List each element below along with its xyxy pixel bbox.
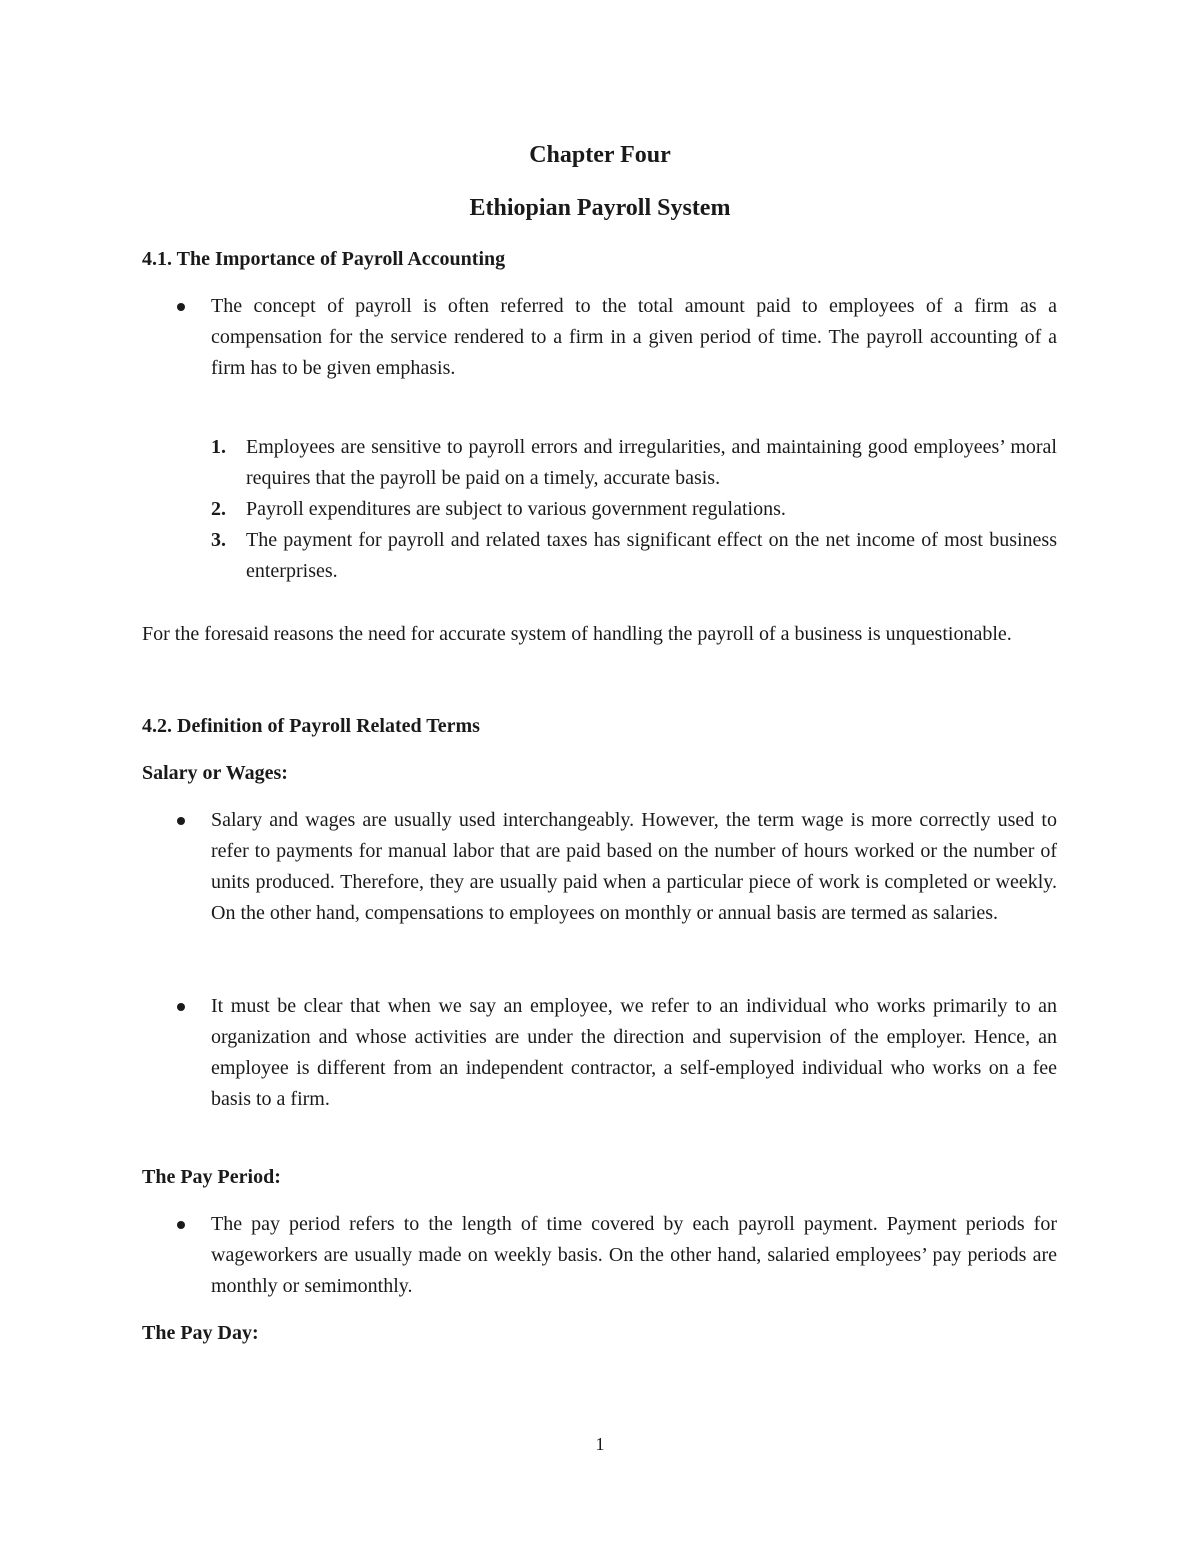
chapter-title: Chapter Four: [529, 142, 671, 168]
list-item: Employees are sensitive to payroll errors and irregularities, and maintaining good employees’ moral requires that the payroll be paid on a timely, accurate basis.: [246, 436, 1057, 489]
bullet-icon: [177, 1221, 185, 1229]
list-number: 3.: [211, 529, 226, 551]
list-item: Payroll expenditures are subject to various government regulations.: [246, 498, 786, 520]
pay-period-heading: The Pay Period:: [142, 1166, 281, 1188]
page-number: 1: [595, 1434, 605, 1454]
list-item: The payment for payroll and related taxes has significant effect on the net income of most business enterprises.: [246, 529, 1057, 582]
document-subtitle: Ethiopian Payroll System: [469, 195, 731, 221]
section-4-1-bullet: The concept of payroll is often referred to the total amount paid to employees of a firm as a compensation for the service rendered to a firm in a given period of time. The payroll accounting of a firm has to be given emphasis.: [211, 295, 1057, 379]
salary-bullet: Salary and wages are usually used interchangeably. However, the term wage is more correctly used to refer to payments for manual labor that are paid based on the number of hours worked or the number of units produced. Therefore, they are usually paid when a particular piece of work is completed or weekly. On the other hand, compensations to employees on monthly or annual basis are termed as salaries.: [211, 809, 1057, 924]
salary-bullet: It must be clear that when we say an employee, we refer to an individual who works primarily to an organization and whose activities are under the direction and supervision of the employer. Hence, an employee is different from an independent contractor, a self-employed individual who works on a fee basis to a firm.: [211, 995, 1057, 1110]
bullet-icon: [177, 1003, 185, 1011]
section-4-1-heading: 4.1. The Importance of Payroll Accounting: [142, 248, 506, 270]
section-4-1-conclusion: For the foresaid reasons the need for accurate system of handling the payroll of a business is unquestionable.: [142, 623, 1012, 645]
pay-period-bullet: The pay period refers to the length of time covered by each payroll payment. Payment periods for wageworkers are usually made on weekly basis. On the other hand, salaried employees’ pay periods are monthly or semimonthly.: [211, 1213, 1057, 1297]
pay-day-heading: The Pay Day:: [142, 1322, 259, 1344]
bullet-icon: [177, 817, 185, 825]
salary-heading: Salary or Wages:: [142, 762, 288, 784]
list-number: 2.: [211, 498, 226, 520]
list-number: 1.: [211, 436, 226, 458]
section-4-2-heading: 4.2. Definition of Payroll Related Terms: [142, 715, 480, 737]
bullet-icon: [177, 303, 185, 311]
